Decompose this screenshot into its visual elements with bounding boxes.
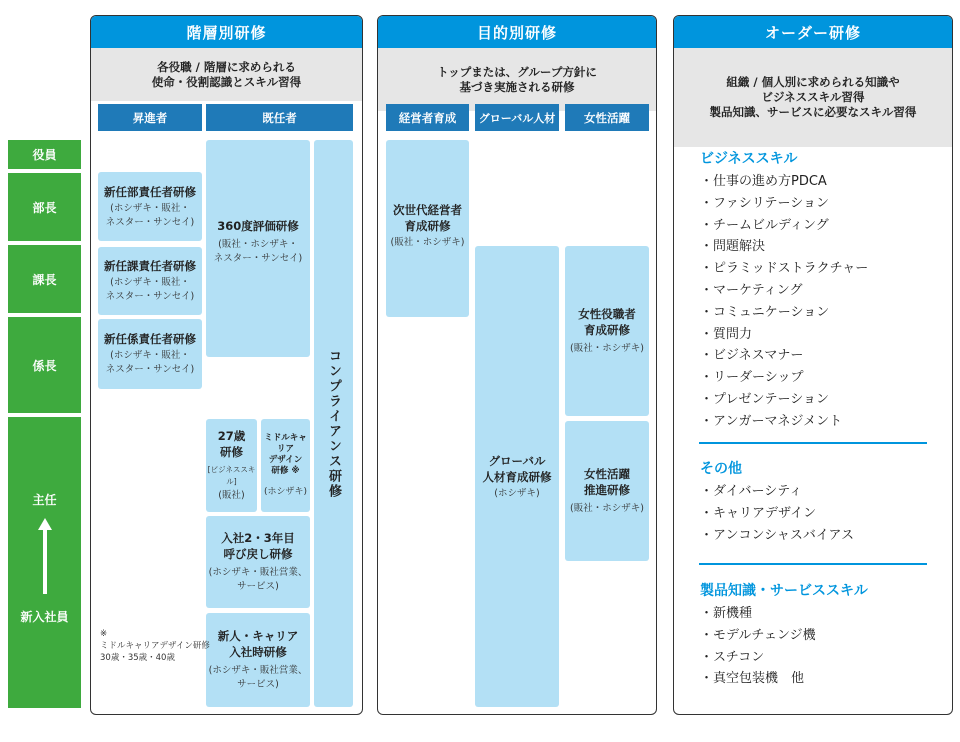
list-item: ・チームビルディング [700, 217, 829, 233]
list-item: ・ピラミッドストラクチャー [700, 261, 869, 277]
box-compliance: コンプライアンス研修 [314, 140, 353, 707]
level-kacho: 課長 [8, 245, 81, 313]
box-new-kakaricho: 新任係責任者研修 (ホシザキ・販社・ ネスター・サンセイ) [98, 319, 202, 389]
list-item: ・仕事の進め方PDCA [700, 174, 827, 189]
purpose-title: 目的別研修 [378, 16, 656, 48]
box-midcareer: ミドルキャリア デザイン 研修 ※ (ホシザキ) [261, 419, 310, 512]
list-item: ・新機種 [700, 606, 753, 621]
section-divider [699, 442, 927, 444]
level-yakuin: 役員 [8, 140, 81, 169]
arrow-up-icon [38, 518, 52, 594]
list-item: ・モデルチェンジ機 [700, 627, 816, 643]
subheader-exec-dev: 経営者育成 [386, 104, 469, 131]
purpose-subtitle: トップまたは、グループ方針に 基づき実施される研修 [378, 48, 656, 111]
section-title-business: ビジネススキル [700, 151, 798, 167]
hierarchy-subtitle: 各役職 / 階層に求められる 使命・役割認識とスキル習得 [91, 48, 362, 101]
list-item: ・ビジネスマナー [700, 348, 804, 364]
subheader-global: グローバル人材 [475, 104, 559, 131]
list-item: ・ダイバーシティ [700, 484, 803, 499]
subheader-promoted: 昇進者 [98, 104, 202, 131]
box-women-promo: 女性活躍 推進研修 (販社・ホシザキ) [565, 421, 649, 561]
level-newhire-label: 新入社員 [20, 610, 69, 624]
section-title-product: 製品知識・サービススキル [700, 583, 868, 599]
box-newhire-training: 新人・キャリア 入社時研修 (ホシザキ・販社営業、 サービス) [206, 613, 310, 707]
box-27-training: 27歳 研修 [ビジネススキル] (販社) [206, 419, 257, 512]
list-item: ・リーダーシップ [700, 370, 804, 386]
order-section-business [700, 148, 868, 433]
section-title-other: その他 [700, 461, 742, 477]
list-item: ・ファシリテーション [700, 195, 829, 211]
box-new-bucho: 新任部責任者研修 (ホシザキ・販社・ ネスター・サンセイ) [98, 172, 202, 241]
level-shunin-to-newhire [8, 417, 81, 708]
list-item: ・スチコン [700, 649, 765, 665]
list-item: ・マーケティング [700, 282, 803, 298]
list-item: ・コミュニケーション [700, 304, 830, 320]
subheader-women: 女性活躍 [565, 104, 649, 131]
order-section-product [700, 580, 868, 690]
box-360-eval: 360度評価研修 (販社・ホシザキ・ ネスター・サンセイ) [206, 140, 310, 357]
subheader-incumbent: 既任者 [206, 104, 353, 131]
level-kakaricho: 係長 [8, 317, 81, 413]
list-item: ・アンガーマネジメント [700, 413, 843, 429]
level-bucho: 部長 [8, 173, 81, 241]
list-item: ・問題解決 [700, 239, 766, 255]
box-global-talent: グローバル 人材育成研修 (ホシザキ) [475, 246, 559, 707]
midcareer-footnote: ※ ミドルキャリアデザイン研修 30歳・35歳・40歳 [100, 629, 210, 663]
list-item: ・真空包装機 他 [700, 671, 805, 687]
box-nextgen-exec: 次世代経営者 育成研修 (販社・ホシザキ) [386, 140, 469, 317]
order-title: オーダー研修 [674, 16, 952, 48]
list-item: ・質問力 [700, 326, 753, 342]
list-item: ・キャリアデザイン [700, 505, 817, 521]
box-new-kacho: 新任課責任者研修 (ホシザキ・販社・ ネスター・サンセイ) [98, 247, 202, 315]
hierarchy-title: 階層別研修 [91, 16, 362, 48]
list-item: ・アンコンシャスバイアス [700, 527, 854, 543]
list-item: ・プレゼンテーション [700, 391, 829, 407]
box-recall-training: 入社2・3年目 呼び戻し研修 (ホシザキ・販社営業、 サービス) [206, 516, 310, 608]
order-subtitle: 組織 / 個人別に求められる知識や ビジネススキル習得 製品知識、サービスに必要なスキル習得 [674, 48, 952, 147]
section-divider [699, 563, 927, 565]
box-women-exec: 女性役職者 育成研修 (販社・ホシザキ) [565, 246, 649, 416]
order-section-other [700, 458, 854, 546]
level-shunin-label: 主任 [32, 493, 57, 507]
